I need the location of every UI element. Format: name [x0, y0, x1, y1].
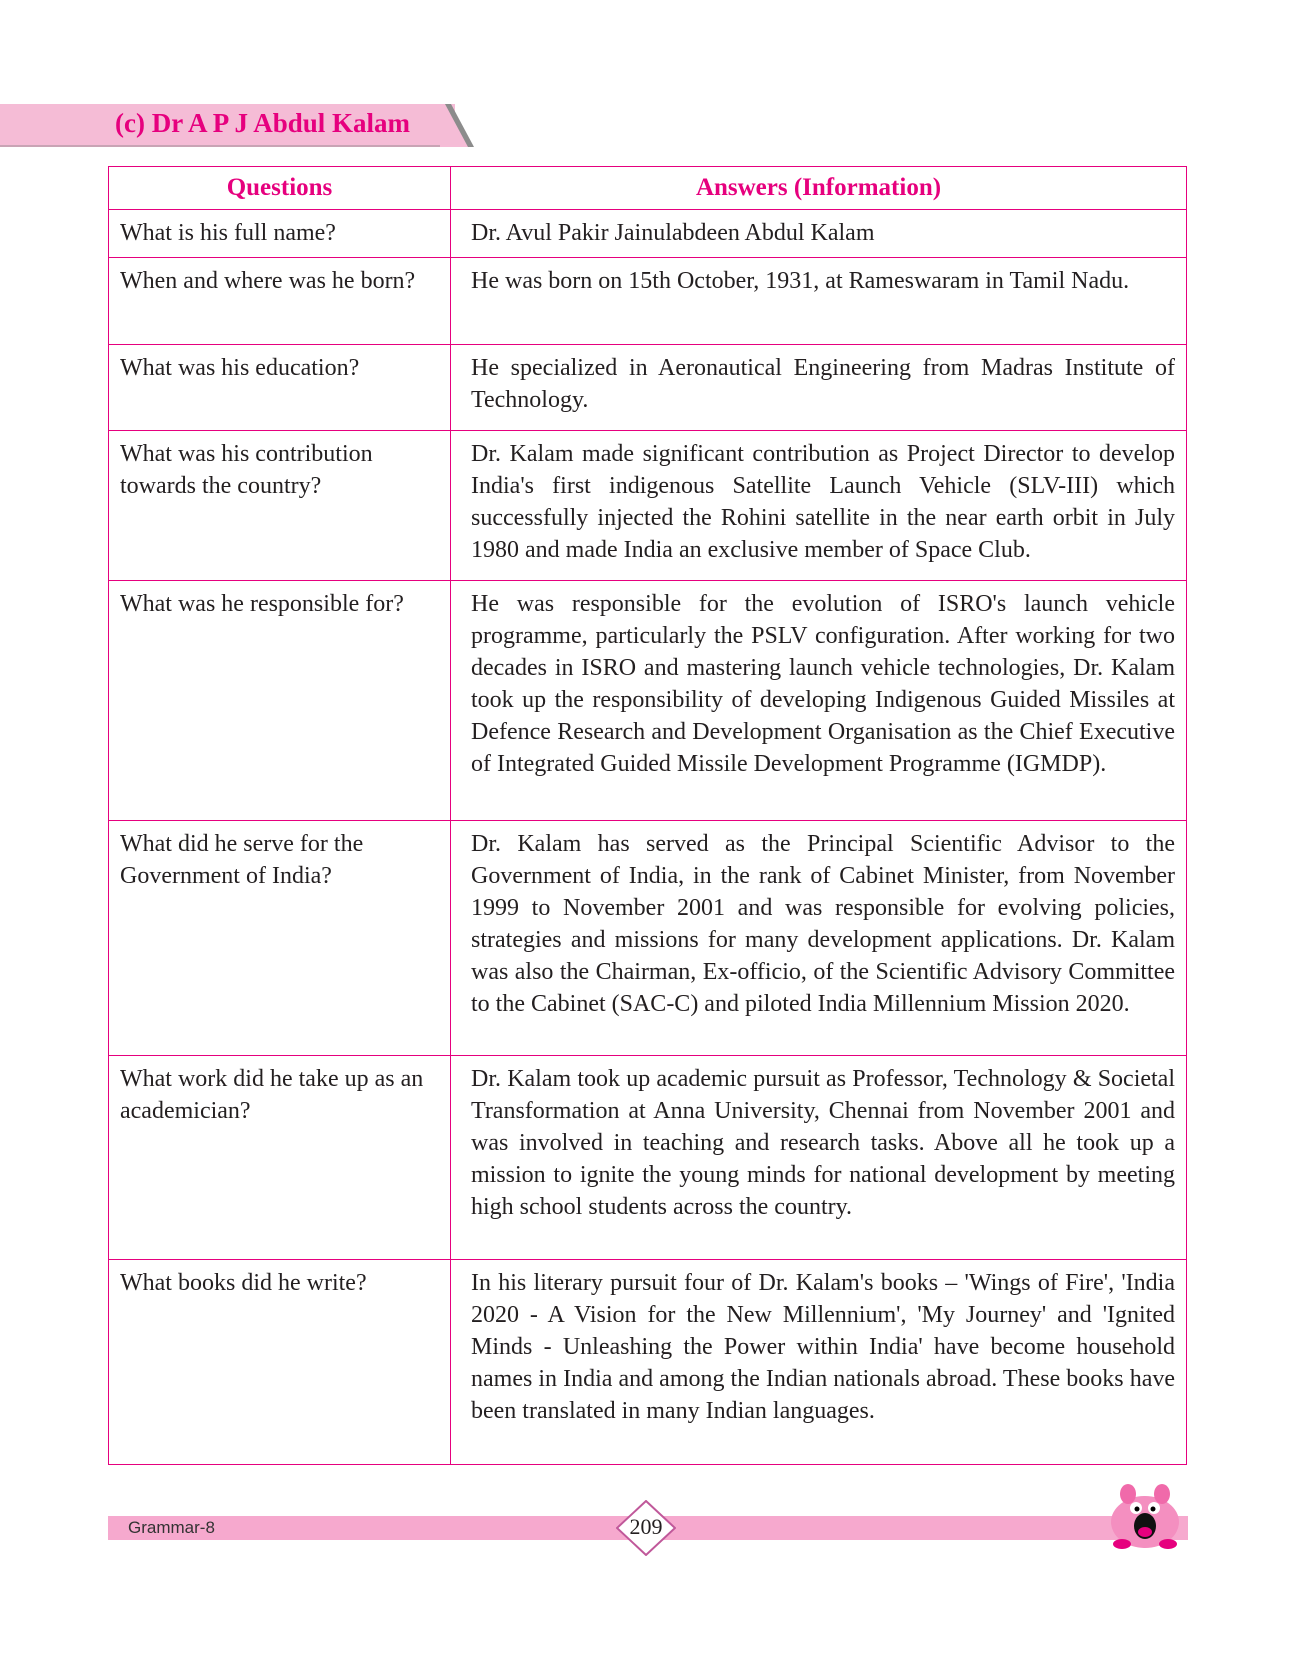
answer-cell: Dr. Kalam made significant contribution as Project Director to develop India's first indigenous Satellite Launch Vehicle (SLV-III) which successfully injected the Rohini satellite in the near earth orbit in July 1980 and made India an exclusive member of Space Club.: [451, 431, 1187, 581]
footer-book-label: Grammar-8: [128, 1518, 215, 1537]
answer-cell: Dr. Avul Pakir Jainulabdeen Abdul Kalam: [451, 210, 1187, 258]
question-cell: What was he responsible for?: [109, 581, 451, 821]
question-cell: When and where was he born?: [109, 258, 451, 345]
table-row: [109, 821, 1187, 1056]
answer-cell: In his literary pursuit four of Dr. Kalam's books – 'Wings of Fire', 'India 2020 - A Vision for the New Millennium', 'My Journey' and 'Ignited Minds - Unleashing the Power within India' have become household names in India and among the Indian nationals abroad. These books have been translated in many Indian languages.: [451, 1260, 1187, 1465]
table-row: [109, 258, 1187, 345]
table-row: [109, 1056, 1187, 1260]
question-cell: What was his education?: [109, 345, 451, 431]
table-row: [109, 345, 1187, 431]
table-row: [109, 1260, 1187, 1465]
answer-cell: He was responsible for the evolution of ISRO's launch vehicle programme, particularly the PSLV configuration. After working for two decades in ISRO and mastering launch vehicle technologies, Dr. Kalam took up the responsibility of developing Indigenous Guided Missiles at Defence Research and Development Organisation as the Chief Executive of Integrated Guided Missile Development Programme (IGMDP).: [451, 581, 1187, 821]
table-header-row: [109, 167, 1187, 210]
answer-cell: Dr. Kalam has served as the Principal Scientific Advisor to the Government of India, in the rank of Cabinet Minister, from November 1999 to November 2001 and was responsible for evolving policies, strategies and missions for many development applications. Dr. Kalam was also the Chairman, Ex-officio, of the Scientific Advisory Committee to the Cabinet (SAC-C) and piloted India Millennium Mission 2020.: [451, 821, 1187, 1056]
page-number: 209: [629, 1514, 663, 1539]
header-questions: Questions: [109, 167, 451, 210]
qa-table: [108, 166, 1187, 1465]
answer-cell: Dr. Kalam took up academic pursuit as Professor, Technology & Societal Transformation at Anna University, Chennai from November 2001 and was involved in teaching and research tasks. Above all he took up a mission to ignite the young minds for national development by meeting high school students across the country.: [451, 1056, 1187, 1260]
answer-cell: He was born on 15th October, 1931, at Rameswaram in Tamil Nadu.: [451, 258, 1187, 345]
table-row: [109, 581, 1187, 821]
question-cell: What books did he write?: [109, 1260, 451, 1465]
band-corner-decoration: [440, 104, 474, 147]
header-answers: Answers (Information): [451, 167, 1187, 210]
question-cell: What did he serve for the Government of India?: [109, 821, 451, 1056]
section-title: (c) Dr A P J Abdul Kalam: [115, 108, 411, 138]
answer-cell: He specialized in Aeronautical Engineering from Madras Institute of Technology.: [451, 345, 1187, 431]
table-row: [109, 431, 1187, 581]
question-cell: What is his full name?: [109, 210, 451, 258]
cartoon-mascot-icon: [1100, 1480, 1190, 1552]
question-cell: What work did he take up as an academician?: [109, 1056, 451, 1260]
page-number-badge: [616, 1500, 676, 1556]
table-row: [109, 210, 1187, 258]
question-cell: What was his contribution towards the country?: [109, 431, 451, 581]
